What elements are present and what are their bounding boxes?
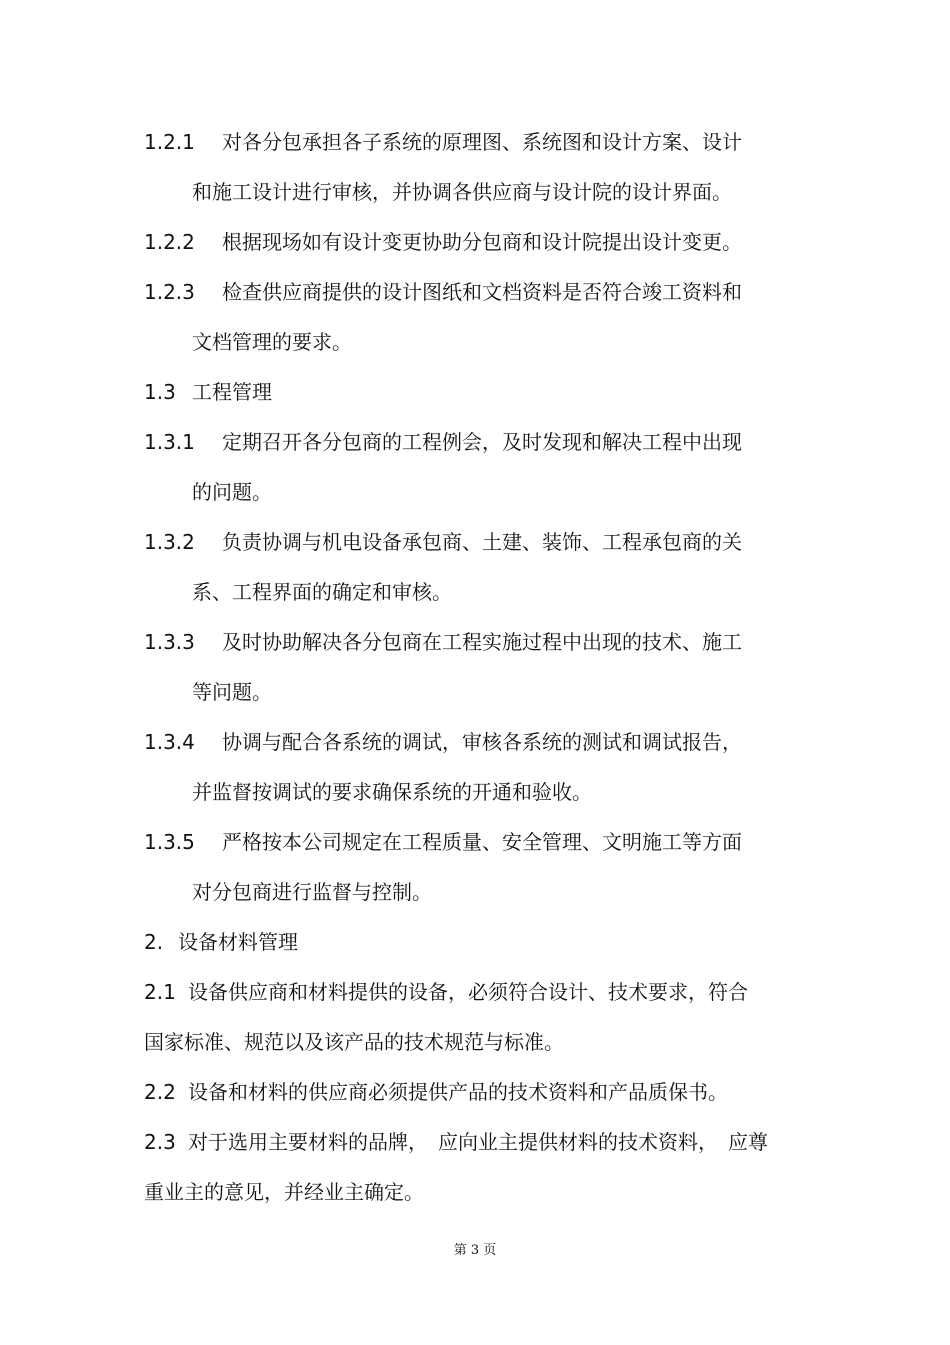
- item-1-3-5: [144, 830, 742, 854]
- item-continuation: 的问题。: [192, 480, 272, 504]
- item-2-1: [144, 980, 748, 1004]
- item-text: 对于选用主要材料的品牌， 应向业主提供材料的技术资料， 应尊: [188, 1130, 768, 1154]
- item-number: 1.3.3: [144, 630, 195, 654]
- item-text: 设备和材料的供应商必须提供产品的技术资料和产品质保书。: [188, 1080, 728, 1104]
- page-number-footer: 第 3 页: [453, 1243, 497, 1258]
- item-number: 2.: [144, 930, 164, 954]
- item-continuation: 文档管理的要求。: [192, 330, 352, 354]
- item-2-2: [144, 1080, 728, 1104]
- item-text: 工程管理: [192, 380, 272, 404]
- item-text: 协调与配合各系统的调试，审核各系统的测试和调试报告，: [222, 730, 742, 754]
- item-number: 1.3.1: [144, 430, 195, 454]
- item-text: 对各分包承担各子系统的原理图、系统图和设计方案、设计: [222, 130, 742, 154]
- section-1-3-heading: [144, 380, 272, 404]
- item-text: 严格按本公司规定在工程质量、安全管理、文明施工等方面: [222, 830, 742, 854]
- item-continuation: 系、工程界面的确定和审核。: [192, 580, 452, 604]
- item-2-3: [144, 1130, 768, 1154]
- item-continuation: 和施工设计进行审核，并协调各供应商与设计院的设计界面。: [192, 180, 732, 204]
- item-text: 设备材料管理: [178, 930, 298, 954]
- item-1-3-2: [144, 530, 742, 554]
- item-number: 1.3.2: [144, 530, 195, 554]
- item-number: 2.3: [144, 1130, 176, 1154]
- item-continuation: 等问题。: [192, 680, 272, 704]
- item-number: 2.2: [144, 1080, 176, 1104]
- item-number: 1.3: [144, 380, 176, 404]
- item-number: 1.2.1: [144, 130, 195, 154]
- item-continuation: 并监督按调试的要求确保系统的开通和验收。: [192, 780, 592, 804]
- item-1-3-1: [144, 430, 742, 454]
- item-1-3-3: [144, 630, 742, 654]
- item-continuation: 对分包商进行监督与控制。: [192, 880, 432, 904]
- item-1-3-4: [144, 730, 742, 754]
- item-text: 定期召开各分包商的工程例会，及时发现和解决工程中出现: [222, 430, 742, 454]
- section-2-heading: [144, 930, 298, 954]
- item-number: 1.3.5: [144, 830, 195, 854]
- item-1-2-1: [144, 130, 742, 154]
- item-number: 1.3.4: [144, 730, 195, 754]
- item-1-2-2: [144, 230, 742, 254]
- item-continuation: 重业主的意见，并经业主确定。: [144, 1180, 424, 1204]
- item-number: 2.1: [144, 980, 176, 1004]
- item-1-2-3: [144, 280, 742, 304]
- item-text: 设备供应商和材料提供的设备，必须符合设计、技术要求，符合: [188, 980, 748, 1004]
- item-number: 1.2.2: [144, 230, 195, 254]
- item-text: 根据现场如有设计变更协助分包商和设计院提出设计变更。: [222, 230, 742, 254]
- item-number: 1.2.3: [144, 280, 195, 304]
- item-text: 负责协调与机电设备承包商、土建、装饰、工程承包商的关: [222, 530, 742, 554]
- item-text: 及时协助解决各分包商在工程实施过程中出现的技术、施工: [222, 630, 742, 654]
- item-continuation: 国家标准、规范以及该产品的技术规范与标准。: [144, 1030, 564, 1054]
- item-text: 检查供应商提供的设计图纸和文档资料是否符合竣工资料和: [222, 280, 742, 304]
